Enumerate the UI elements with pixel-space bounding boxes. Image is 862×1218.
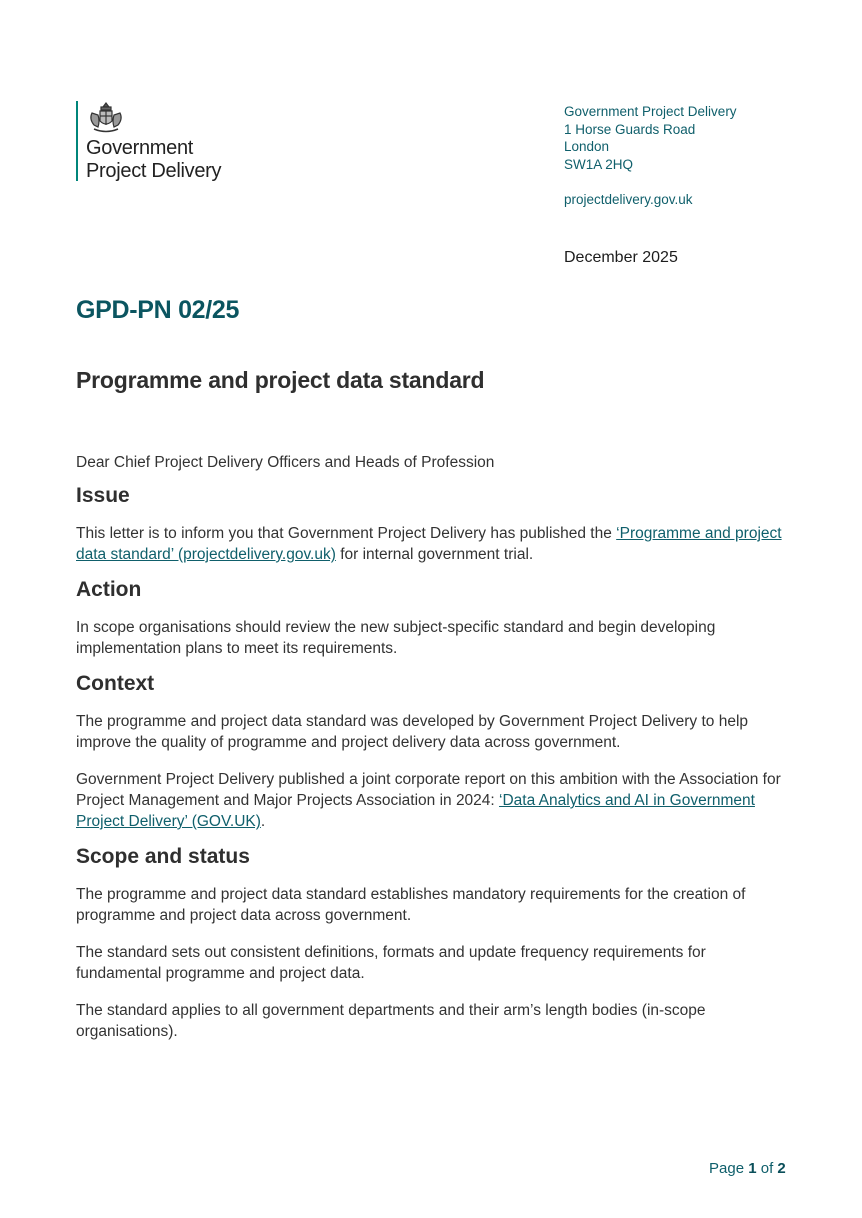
organisation-logo xyxy=(76,101,221,181)
section-heading: Issue xyxy=(76,484,130,507)
page-label: Page xyxy=(709,1160,745,1177)
section-action xyxy=(76,577,786,659)
sender-address xyxy=(564,103,737,209)
website: projectdelivery.gov.uk xyxy=(564,192,693,207)
text: This letter is to inform you that Government Project Delivery has published the xyxy=(76,525,617,542)
paragraph: The standard sets out consistent definitions, formats and update frequency requirements for fundamental programme and project data. xyxy=(76,944,706,982)
document-title: Programme and project data standard xyxy=(76,367,485,393)
letter-date: December 2025 xyxy=(564,249,678,266)
royal-coat-of-arms-icon xyxy=(86,101,126,135)
section-heading: Context xyxy=(76,672,155,695)
current-page: 1 xyxy=(748,1160,757,1177)
address-line-4: SW1A 2HQ xyxy=(564,156,634,172)
paragraph: The standard applies to all government departments and their arm’s length bodies (in-scope organisations). xyxy=(76,1002,706,1040)
logo-line-2: Project Delivery xyxy=(86,160,222,182)
page-number xyxy=(709,1160,786,1177)
total-pages: 2 xyxy=(777,1160,786,1177)
address-line-1: Government Project Delivery xyxy=(564,104,737,119)
paragraph xyxy=(76,769,786,832)
of-label: of xyxy=(760,1160,774,1177)
salutation: Dear Chief Project Delivery Officers and Heads of Profession xyxy=(76,454,495,471)
paragraph: In scope organisations should review the new subject-specific standard and begin developing implementation plans to meet its requirements. xyxy=(76,619,716,657)
section-issue xyxy=(76,483,786,565)
paragraph xyxy=(76,523,786,565)
section-scope-and-status xyxy=(76,844,786,1042)
text: Government Project Delivery published a joint corporate report on this ambition with the Association for Project Management and Major Projects Association in 2024: xyxy=(76,771,781,809)
section-heading: Scope and status xyxy=(76,845,250,868)
address-line-3: London xyxy=(564,139,610,154)
address-line-2: 1 Horse Guards Road xyxy=(564,121,696,137)
letter-body xyxy=(76,452,786,1051)
logo-line-1: Government xyxy=(86,137,194,159)
standard-link[interactable]: ‘Programme and project data standard’ (projectdelivery.gov.uk) xyxy=(76,525,782,563)
document-reference: GPD-PN 02/25 xyxy=(76,296,240,324)
section-heading: Action xyxy=(76,578,142,601)
paragraph: The programme and project data standard was developed by Government Project Delivery to help improve the quality of programme and project delivery data across government. xyxy=(76,713,749,751)
section-context xyxy=(76,671,786,832)
text: for internal government trial. xyxy=(335,546,534,563)
report-link[interactable]: ‘Data Analytics and AI in Government Project Delivery’ (GOV.UK) xyxy=(76,792,755,830)
paragraph: The programme and project data standard establishes mandatory requirements for the creation of programme and project data across government. xyxy=(76,886,746,924)
text: . xyxy=(260,813,266,830)
